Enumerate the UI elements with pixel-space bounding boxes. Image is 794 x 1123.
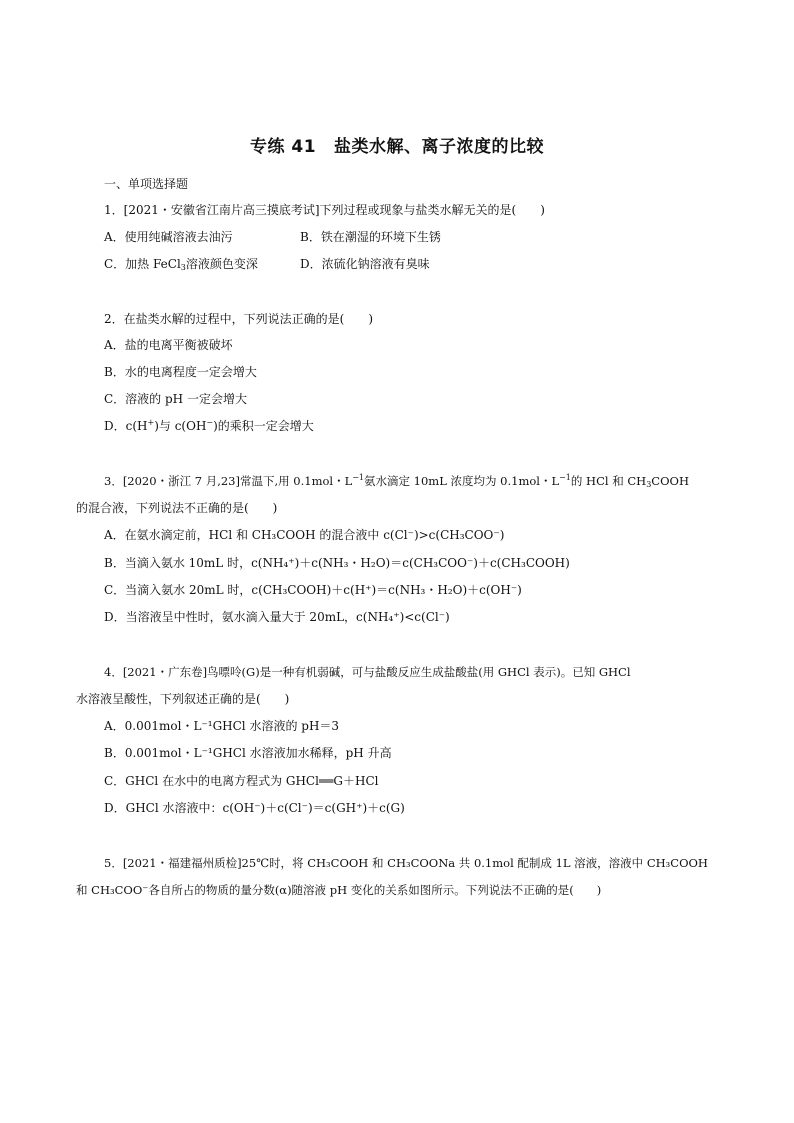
- q3-option-b: B．当滴入氨水 10mL 时，c(NH₄⁺)＋c(NH₃・H₂O)＝c(CH₃COO⁻)＋c(CH₃COOH): [104, 556, 570, 570]
- q3-option-c: C．当滴入氨水 20mL 时，c(CH₃COOH)＋c(H⁺)＝c(NH₃・H₂O)＋c(OH⁻): [104, 583, 522, 597]
- page-title: [0, 132, 794, 157]
- q2-option-a: A．盐的电离平衡被破坏: [104, 338, 233, 352]
- q4-option-a: A．0.001mol・L⁻¹GHCl 水溶液的 pH＝3: [104, 719, 340, 733]
- q4-option-b: B．0.001mol・L⁻¹GHCl 水溶液加水稀释，pH 升高: [104, 746, 392, 760]
- q4-option-c: C．GHCl 在水中的电离方程式为 GHCl══G＋HCl: [104, 774, 379, 788]
- q2-option-d: D．c(H+)与 c(OH−)的乘积一定会增大: [104, 418, 314, 433]
- q5-stem-line1: 5．[2021・福建福州质检]25℃时，将 CH₃COOH 和 CH₃COONa 共 0.1mol 配制成 1L 溶液，溶液中 CH₃COOH: [104, 856, 708, 870]
- q1-stem: 1．[2021・安徽省江南片高三摸底考试]下列过程或现象与盐类水解无关的是( ): [104, 203, 545, 217]
- q3-stem-line1: 3．[2020・浙江 7 月,23]常温下,用 0.1mol・$L^{-1}$氨水滴定 10mL 浓度均为 0.1mol・$L^{-1}$的 HCl 和 $CH_3COOH$: [104, 473, 689, 489]
- q3-option-d: D．当溶液呈中性时，氨水滴入量大于 20mL，c(NH₄⁺)<c(Cl⁻): [104, 610, 450, 624]
- q2-stem: 2．在盐类水解的过程中，下列说法正确的是( ): [104, 312, 373, 326]
- q3-stem-line2: 的混合液，下列说法不正确的是( ): [76, 501, 278, 515]
- q2-option-c: C．溶液的 pH 一定会增大: [104, 392, 247, 406]
- q1-option-a: A．使用纯碱溶液去油污: [104, 230, 233, 244]
- q4-stem-line2: 水溶液呈酸性，下列叙述正确的是( ): [76, 692, 290, 706]
- q1-option-b: B．铁在潮湿的环境下生锈: [300, 230, 441, 244]
- title-main: 盐类水解、离子浓度的比较: [334, 137, 545, 157]
- q1-option-d: D．浓硫化钠溶液有臭味: [300, 257, 430, 271]
- title-prefix: 专练 41: [249, 137, 317, 157]
- q3-option-a: A．在氨水滴定前，HCl 和 CH₃COOH 的混合液中 c(Cl⁻)>c(CH₃COO⁻): [104, 528, 505, 542]
- q4-option-d: D．GHCl 水溶液中：c(OH⁻)＋c(Cl⁻)＝c(GH⁺)＋c(G): [104, 801, 405, 815]
- q1-option-c: C．加热 FeCl$_3$溶液颜色变深: [104, 257, 258, 272]
- section-heading: 一、单项选择题: [104, 177, 189, 191]
- q2-option-b: B．水的电离程度一定会增大: [104, 365, 257, 379]
- q5-stem-line2: 和 CH₃COO⁻各自所占的物质的量分数(α)随溶液 pH 变化的关系如图所示。下列说法不正确的是( ): [76, 883, 602, 897]
- q4-stem-line1: 4．[2021・广东卷]鸟嘌呤(G)是一种有机弱碱，可与盐酸反应生成盐酸盐(用 GHCl 表示)。已知 GHCl: [104, 665, 631, 679]
